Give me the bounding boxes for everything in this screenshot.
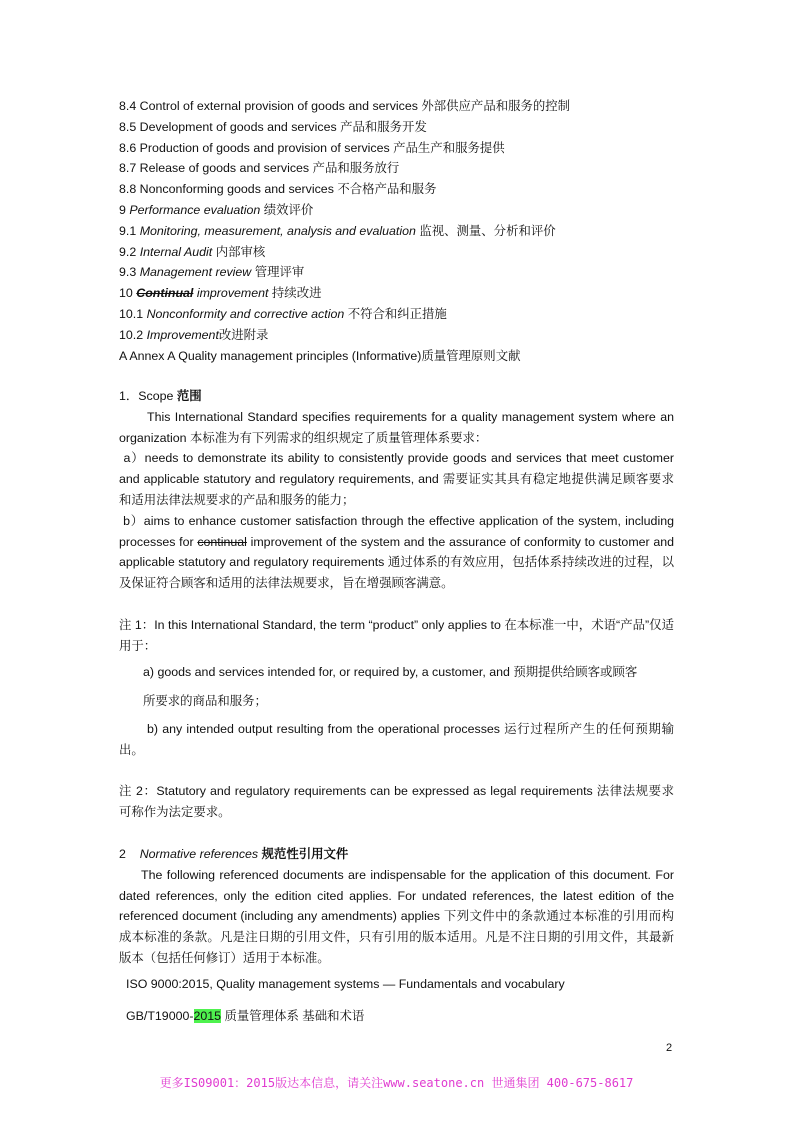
- toc-item-9-3: [119, 262, 679, 283]
- toc-title-en: Internal Audit: [139, 244, 213, 259]
- list-item-a: [119, 448, 674, 510]
- note-1-item-a-line2: 所要求的商品和服务；: [143, 694, 267, 708]
- toc-item-8-5: 8.5 Development of goods and services 产品和服务开发: [119, 119, 427, 134]
- section-number: 1．Scope: [119, 389, 174, 403]
- toc-item-10-2: [119, 325, 679, 346]
- toc-number: 10.2: [119, 327, 144, 342]
- section-heading: [119, 844, 674, 865]
- toc-title-cn: 不符合和纠正措施: [347, 306, 447, 321]
- toc-item-8-7: 8.7 Release of goods and services 产品和服务放行: [119, 161, 400, 176]
- toc-item-8-6: 8.6 Production of goods and provision of services 产品生产和服务提供: [119, 140, 505, 155]
- section-number: 2: [119, 847, 126, 861]
- note-1: 注 1：In this International Standard, the term “product” only applies to 在本标准一中，术语“产品”仅适用于：: [119, 618, 674, 653]
- toc-number: 9.3: [119, 265, 137, 280]
- toc-item-9-2: [119, 242, 679, 263]
- reference-iso9000: ISO 9000:2015, Quality management systems — Fundamentals and vocabulary: [126, 977, 565, 991]
- toc-item-9: [119, 200, 679, 221]
- page-number: 2: [666, 1042, 673, 1054]
- reference-title: 质量管理体系 基础和术语: [221, 1009, 365, 1023]
- note-1-item-b: [119, 719, 674, 761]
- paragraph-text: The following referenced documents are indispensable for the application of this document. For dated references, only the edition cited applies. For undated references, the latest edition of the referenced document (including any amendments) applies 下列文件中的条款通过本标准的引用而构成本标准的条款。凡是注日期的引用文件，只有引用的版本适用。凡是不注日期的引用文件，其最新版本（包括任何修订）适用于本标准。: [119, 867, 674, 965]
- toc-item-annex: A Annex A Quality management principles (Informative)质量管理原则文献: [119, 348, 521, 363]
- toc-item-10-1: [119, 304, 679, 325]
- toc-item-8-8: 8.8 Nonconforming goods and services 不合格产品和服务: [119, 182, 437, 197]
- section-title-cn: 范围: [176, 389, 202, 403]
- toc-title-en: Performance evaluation: [129, 202, 261, 217]
- toc-number: 9: [119, 202, 126, 217]
- highlighted-year: 2015: [193, 1009, 222, 1023]
- paragraph: [119, 407, 674, 449]
- struck-word: Continual: [136, 286, 194, 301]
- reference-code: GB/T19000-: [126, 1009, 194, 1023]
- toc-number: 9.2: [119, 244, 137, 259]
- paragraph: [119, 865, 674, 969]
- section-heading: [119, 386, 674, 407]
- table-of-contents: [119, 96, 679, 366]
- toc-title-cn: 内部审核: [215, 244, 266, 259]
- toc-title-cn: 绩效评价: [263, 202, 314, 217]
- section-title-cn: 规范性引用文件: [261, 847, 349, 861]
- list-item-text: b) any intended output resulting from the operational processes 运行过程所产生的任何预期输出。: [119, 722, 674, 757]
- toc-title-en: Improvement: [146, 327, 219, 342]
- toc-item-9-1: [119, 221, 679, 242]
- promo-footer: 更多IS09001：2015版达本信息，请关注www.seatone.cn 世通集团 400-675-8617: [159, 1076, 634, 1090]
- toc-item-8-4: 8.4 Control of external provision of goods and services 外部供应产品和服务的控制: [119, 99, 571, 113]
- toc-title-en: Nonconformity and corrective action: [146, 306, 345, 321]
- reference-gbt19000: [126, 1006, 681, 1027]
- toc-title-en: improvement: [196, 286, 269, 301]
- list-item-text: b）aims to enhance customer satisfaction through the effective application of the system, including processes for: [119, 513, 674, 549]
- list-item-b: [119, 511, 674, 594]
- toc-number: 10: [119, 286, 133, 301]
- normative-section: [119, 844, 674, 969]
- toc-title-cn: 持续改进: [271, 286, 322, 301]
- toc-number: 10.1: [119, 306, 144, 321]
- paragraph-text: This International Standard specifies requirements for a quality management system where an organization 本标准为有下列需求的组织规定了质量管理体系要求：: [119, 409, 674, 445]
- note-2: 注 2：Statutory and regulatory requirements can be expressed as legal requirements 法律法规要求可称作为法定要求。: [119, 784, 674, 819]
- list-item-text: a）needs to demonstrate its ability to consistently provide goods and services that meet customer and applicable statutory and regulatory requirements, and 需要证实其具有稳定地提供满足顾客要求和适用法律法规要求的产品和服务的能力；: [119, 451, 674, 507]
- scope-section: [119, 386, 674, 594]
- toc-title-cn: 管理评审: [254, 265, 305, 280]
- toc-title-cn: 改进附录: [218, 327, 269, 342]
- toc-number: 9.1: [119, 223, 137, 238]
- toc-title-cn: 监视、测量、分析和评价: [419, 223, 556, 238]
- struck-word: continual: [197, 534, 247, 549]
- note-1-item-a-line1: a) goods and services intended for, or required by, a customer, and 预期提供给顾客或顾客: [143, 665, 638, 679]
- list-item-text: improvement of the system and the assurance of conformity to customer and applicable statutory and regulatory requirements 通过体系的有效应用，包括体系持续改进的过程，以及保证符合顾客和适用的法律法规要求，旨在增强顾客满意。: [119, 534, 675, 591]
- toc-title-en: Management review: [139, 265, 252, 280]
- toc-title-en: Monitoring, measurement, analysis and evaluation: [139, 223, 416, 238]
- section-title-en: Normative references: [139, 847, 259, 861]
- toc-item-10: [119, 283, 679, 304]
